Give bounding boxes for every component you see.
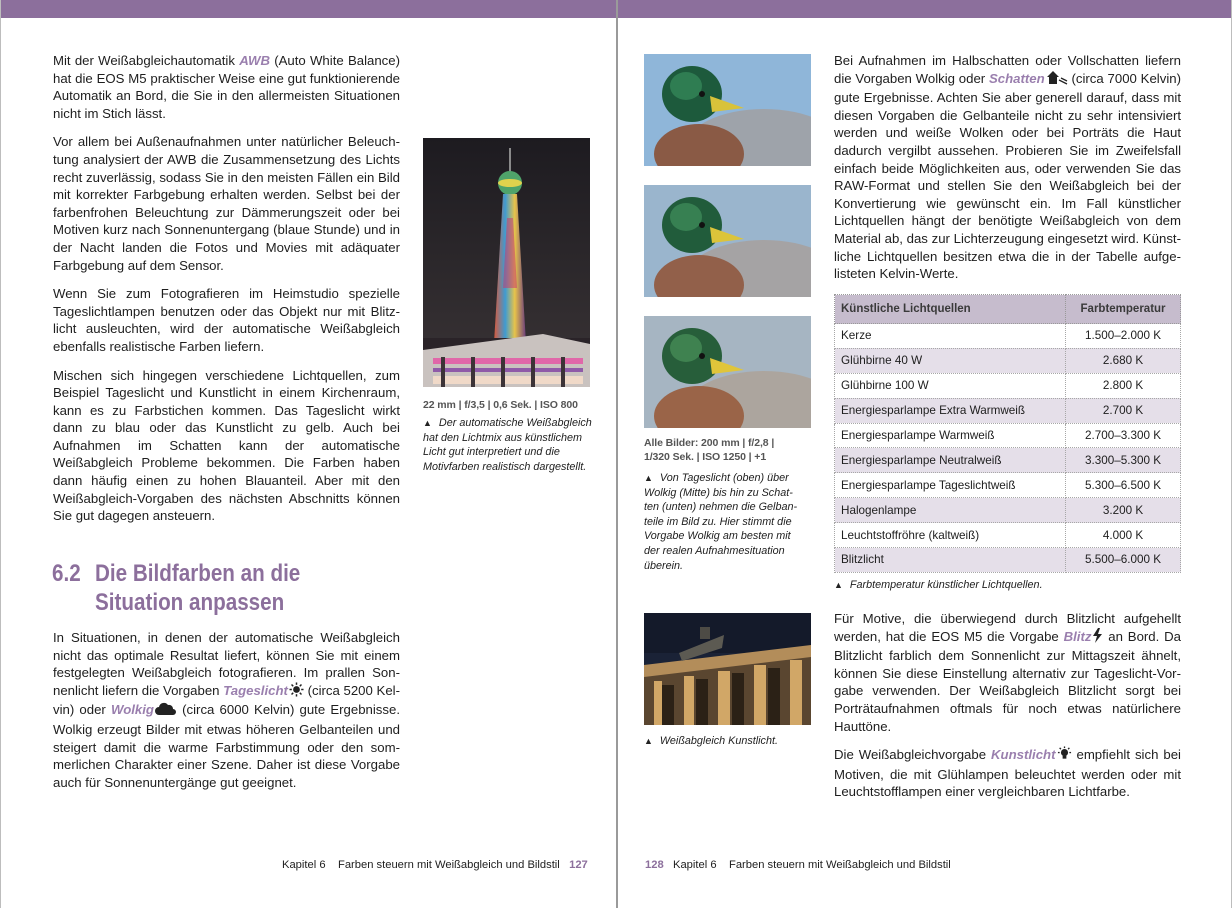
light-source-cell: Glühbirne 40 W [835,348,1066,373]
duck-photo-cloudy [644,185,811,297]
color-temp-cell: 2.700 K [1066,398,1181,423]
color-temp-cell: 5.500–6.000 K [1066,548,1181,573]
table-row [835,373,1181,398]
top-color-bar [618,0,1231,18]
light-source-cell: Energiesparlampe Tageslichtweiß [835,473,1066,498]
caption-text: Farbtemperatur künstlicher Lichtquellen. [849,579,1043,591]
exif-line-1: Alle Bilder: 200 mm | f/2,8 | [644,437,775,449]
tv-tower-photo [423,138,590,387]
wb-preset-keyword: Kunstlicht [991,747,1056,763]
caption-triangle-icon: ▲ [423,418,432,428]
kelvin-table [834,294,1181,573]
table-row [835,398,1181,423]
duck-photos-exif [644,436,814,464]
footer-title: Farben steuern mit Weißabgleich und Bildstil [337,859,560,871]
light-source-cell: Glühbirne 100 W [835,373,1066,398]
paragraph: Die Weißabgleichvorgabe Kunstlicht empfiehlt sich bei Motiven, die mit Glühlampen beleuchtet werden oder mit Leuchtstofflampen einer vergleichbaren Lichtfarbe. [834,747,1181,800]
light-source-cell: Blitzlicht [835,548,1066,573]
heading-line-2: Situation anpassen [95,588,285,616]
table-caption [834,578,1181,593]
exif-line-2: 1/320 Sek. | ISO 1250 | +1 [644,451,767,463]
tower-photo-caption [423,416,593,474]
duck-photo-shade [644,316,811,428]
paragraph: In Situationen, in denen der automatische Weißabgleich nicht das optimale Resultat liefert, können Sie mit einem festgelegten Weißabgleich fotografieren. Im prallen Sonnenlicht liefern die Vorgaben Tageslicht (circa 5200 Kelvin) oder Wolkig (circa 6000 Kelvin) gute Ergebnisse. Wolkig erzeugt Bilder mit etwas höheren Gelbanteilen und steigert damit die warme Farbstimmung oder den sommerlichen Charakter einer Szene. Daher ist diese Vorgabe auch für Sonnenuntergänge gut geeignet. [53,630,400,790]
left-body-text [53,52,400,536]
light-source-cell: Energiesparlampe Neutralweiß [835,448,1066,473]
paragraph: Vor allem bei Außenaufnahmen unter natürlicher Beleuchtung analysiert der AWB die Zusammensetzung des Lichts recht zuverlässig, sodass Sie in den meisten Fällen ein Bild mit korrekter Farbgebung erhalten werden. Selbst bei der farbenfrohen Beleuchtung zur Dämmerungszeit oder bei Motiven kurz nach Sonnenuntergang (blaue Stunde) und in der Nacht landen die Fotos und Movies mit adäquater Farbgebung auf dem Sensor. [53,134,400,273]
table-header-light-source: Künstliche Lichtquellen [835,295,1066,324]
page-number: 127 [569,859,588,871]
color-temp-cell: 2.700–3.300 K [1066,423,1181,448]
paragraph: Mischen sich hingegen verschiedene Lichtquellen, zum Beispiel Tageslicht und Kunstlicht in einem Kirchenraum, kann es zu Farbstichen kommen. Das Tageslicht wirkt dann zu blau oder das Kunstlicht zu gelb. Auch bei Aufnahmen im Schatten kann der automatische Weißabgleich Probleme bekommen. Die Farben haben dann häufig einen zu hohen Blauanteil. Aber mit den Weißabgleich-Vorgaben des nächsten Abschnitts können Sie gut dagegen ansteuern. [53,367,400,524]
left-footer [282,859,588,871]
color-temp-cell: 5.300–6.500 K [1066,473,1181,498]
duck-photos-caption [644,471,802,573]
caption-triangle-icon: ▲ [834,580,843,590]
color-temp-cell: 4.000 K [1066,523,1181,548]
brandenburg-gate-photo [644,613,811,725]
flash-bolt-icon [1092,628,1103,648]
caption-triangle-icon: ▲ [644,736,653,746]
wb-preset-keyword: Wolkig [110,702,154,718]
page-number: 128 [645,859,664,871]
table-row [835,523,1181,548]
caption-text: Von Tageslicht (oben) über Wolkig (Mitte) bis hin zu Schatten (unten) nehmen die Gelbanteile im Bild zu. Hier stimmt die Vorgabe Wolkig am besten mit der realen Aufnahmesituation überein. [644,472,798,572]
table-row [835,473,1181,498]
color-temp-cell: 1.500–2.000 K [1066,324,1181,349]
section-heading [52,560,300,617]
color-temp-cell: 2.800 K [1066,373,1181,398]
paragraph: Mit der Weißabgleichautomatik AWB (Auto White Balance) hat die EOS M5 praktischer Weise eine gut funktionierende Automatik an Bord, die Sie in den allermeisten Situationen nicht im Stich lässt. [53,53,400,121]
tower-photo-exif: 22 mm | f/3,5 | 0,6 Sek. | ISO 800 [423,399,578,411]
color-temp-cell: 3.200 K [1066,498,1181,523]
right-body-text-2 [834,610,1181,812]
caption-triangle-icon: ▲ [644,473,653,483]
light-source-cell: Energiesparlampe Extra Warmweiß [835,398,1066,423]
gate-photo-caption [644,734,814,749]
light-source-cell: Halogenlampe [835,498,1066,523]
tungsten-bulb-icon [1057,746,1072,766]
light-source-cell: Kerze [835,324,1066,349]
right-footer [645,859,951,871]
footer-chapter: Kapitel 6 [282,859,326,871]
heading-line-1: Die Bildfarben an die [95,560,301,587]
wb-preset-keyword: Schatten [989,70,1045,86]
table-row [835,324,1181,349]
shade-house-icon [1046,70,1068,90]
color-temp-cell: 2.680 K [1066,348,1181,373]
table-row [835,498,1181,523]
caption-text: Weißabgleich Kunstlicht. [659,735,778,747]
heading-number: 6.2 [52,560,81,587]
paragraph: Bei Aufnahmen im Halbschatten oder Vollschatten liefern die Vorgaben Wolkig oder Schatten (circa 7000 Kelvin) gute Ergebnisse. Achten Sie aber generell darauf, dass mit diesen Vorgaben die Gelbanteile nicht zu sehr intensiviert werden und weiße Wolken oder bei Porträts die Haut dadurch vergilbt aussehen. Probieren Sie im Zweifelsfall einfach beide Möglichkeiten aus, oder verwenden Sie das RAW-Format und stellen Sie den Weißabgleich bei der Konvertierung wie gewünscht ein. Im Fall künstlicher Lichtquellen hängt der benötigte Weißabgleich von dem Material ab, das zur Lichterzeugung eingesetzt wird. Künstliche Lichtquellen besitzen etwa die in der Tabelle aufgelisteten Kelvin-Werte. [834,53,1181,282]
wb-preset-keyword: Blitz [1063,628,1092,644]
footer-chapter: Kapitel 6 [673,859,717,871]
table-row [835,348,1181,373]
paragraph: Für Motive, die überwiegend durch Blitzlicht aufgehellt werden, hat die EOS M5 die Vorgabe Blitz an Bord. Da Blitzlicht farblich dem Sonnenlicht zur Mittagszeit ähnelt, können Sie diese Einstellung alternativ zur Tageslicht-Vorgabe verwenden. Der Weißabgleich Blitzlicht sorgt bei Porträtaufnahmen oftmals für noch etwas natürlichere Hauttöne. [834,611,1181,734]
wb-preset-keyword: AWB [239,53,270,68]
table-header-color-temp: Farbtemperatur [1066,295,1181,324]
light-source-cell: Energiesparlampe Warmweiß [835,423,1066,448]
cloud-icon [155,702,177,721]
top-color-bar [1,0,616,18]
left-body-text-2 [53,629,400,802]
paragraph: Wenn Sie zum Fotografieren im Heimstudio spezielle Tageslichtlampen benutzen oder das Objekt nur mit Blitzlicht ausleuchten, wird der automatische Weißabgleich ebenfalls realistische Farben liefern. [53,286,400,354]
table-row [835,548,1181,573]
light-source-cell: Leuchtstoffröhre (kaltweiß) [835,523,1066,548]
footer-title: Farben steuern mit Weißabgleich und Bildstil [728,859,951,871]
table-row [835,448,1181,473]
caption-text: Der automatische Weißabgleich hat den Lichtmix aus künstlichem Licht gut interpretiert und die Motivfarben realistisch dargestellt. [423,417,592,473]
color-temp-cell: 3.300–5.300 K [1066,448,1181,473]
wb-preset-keyword: Tageslicht [223,682,288,698]
sun-icon [289,682,304,702]
table-header-row [835,295,1181,324]
table-row [835,423,1181,448]
duck-photo-daylight [644,54,811,166]
right-body-text [834,52,1181,294]
